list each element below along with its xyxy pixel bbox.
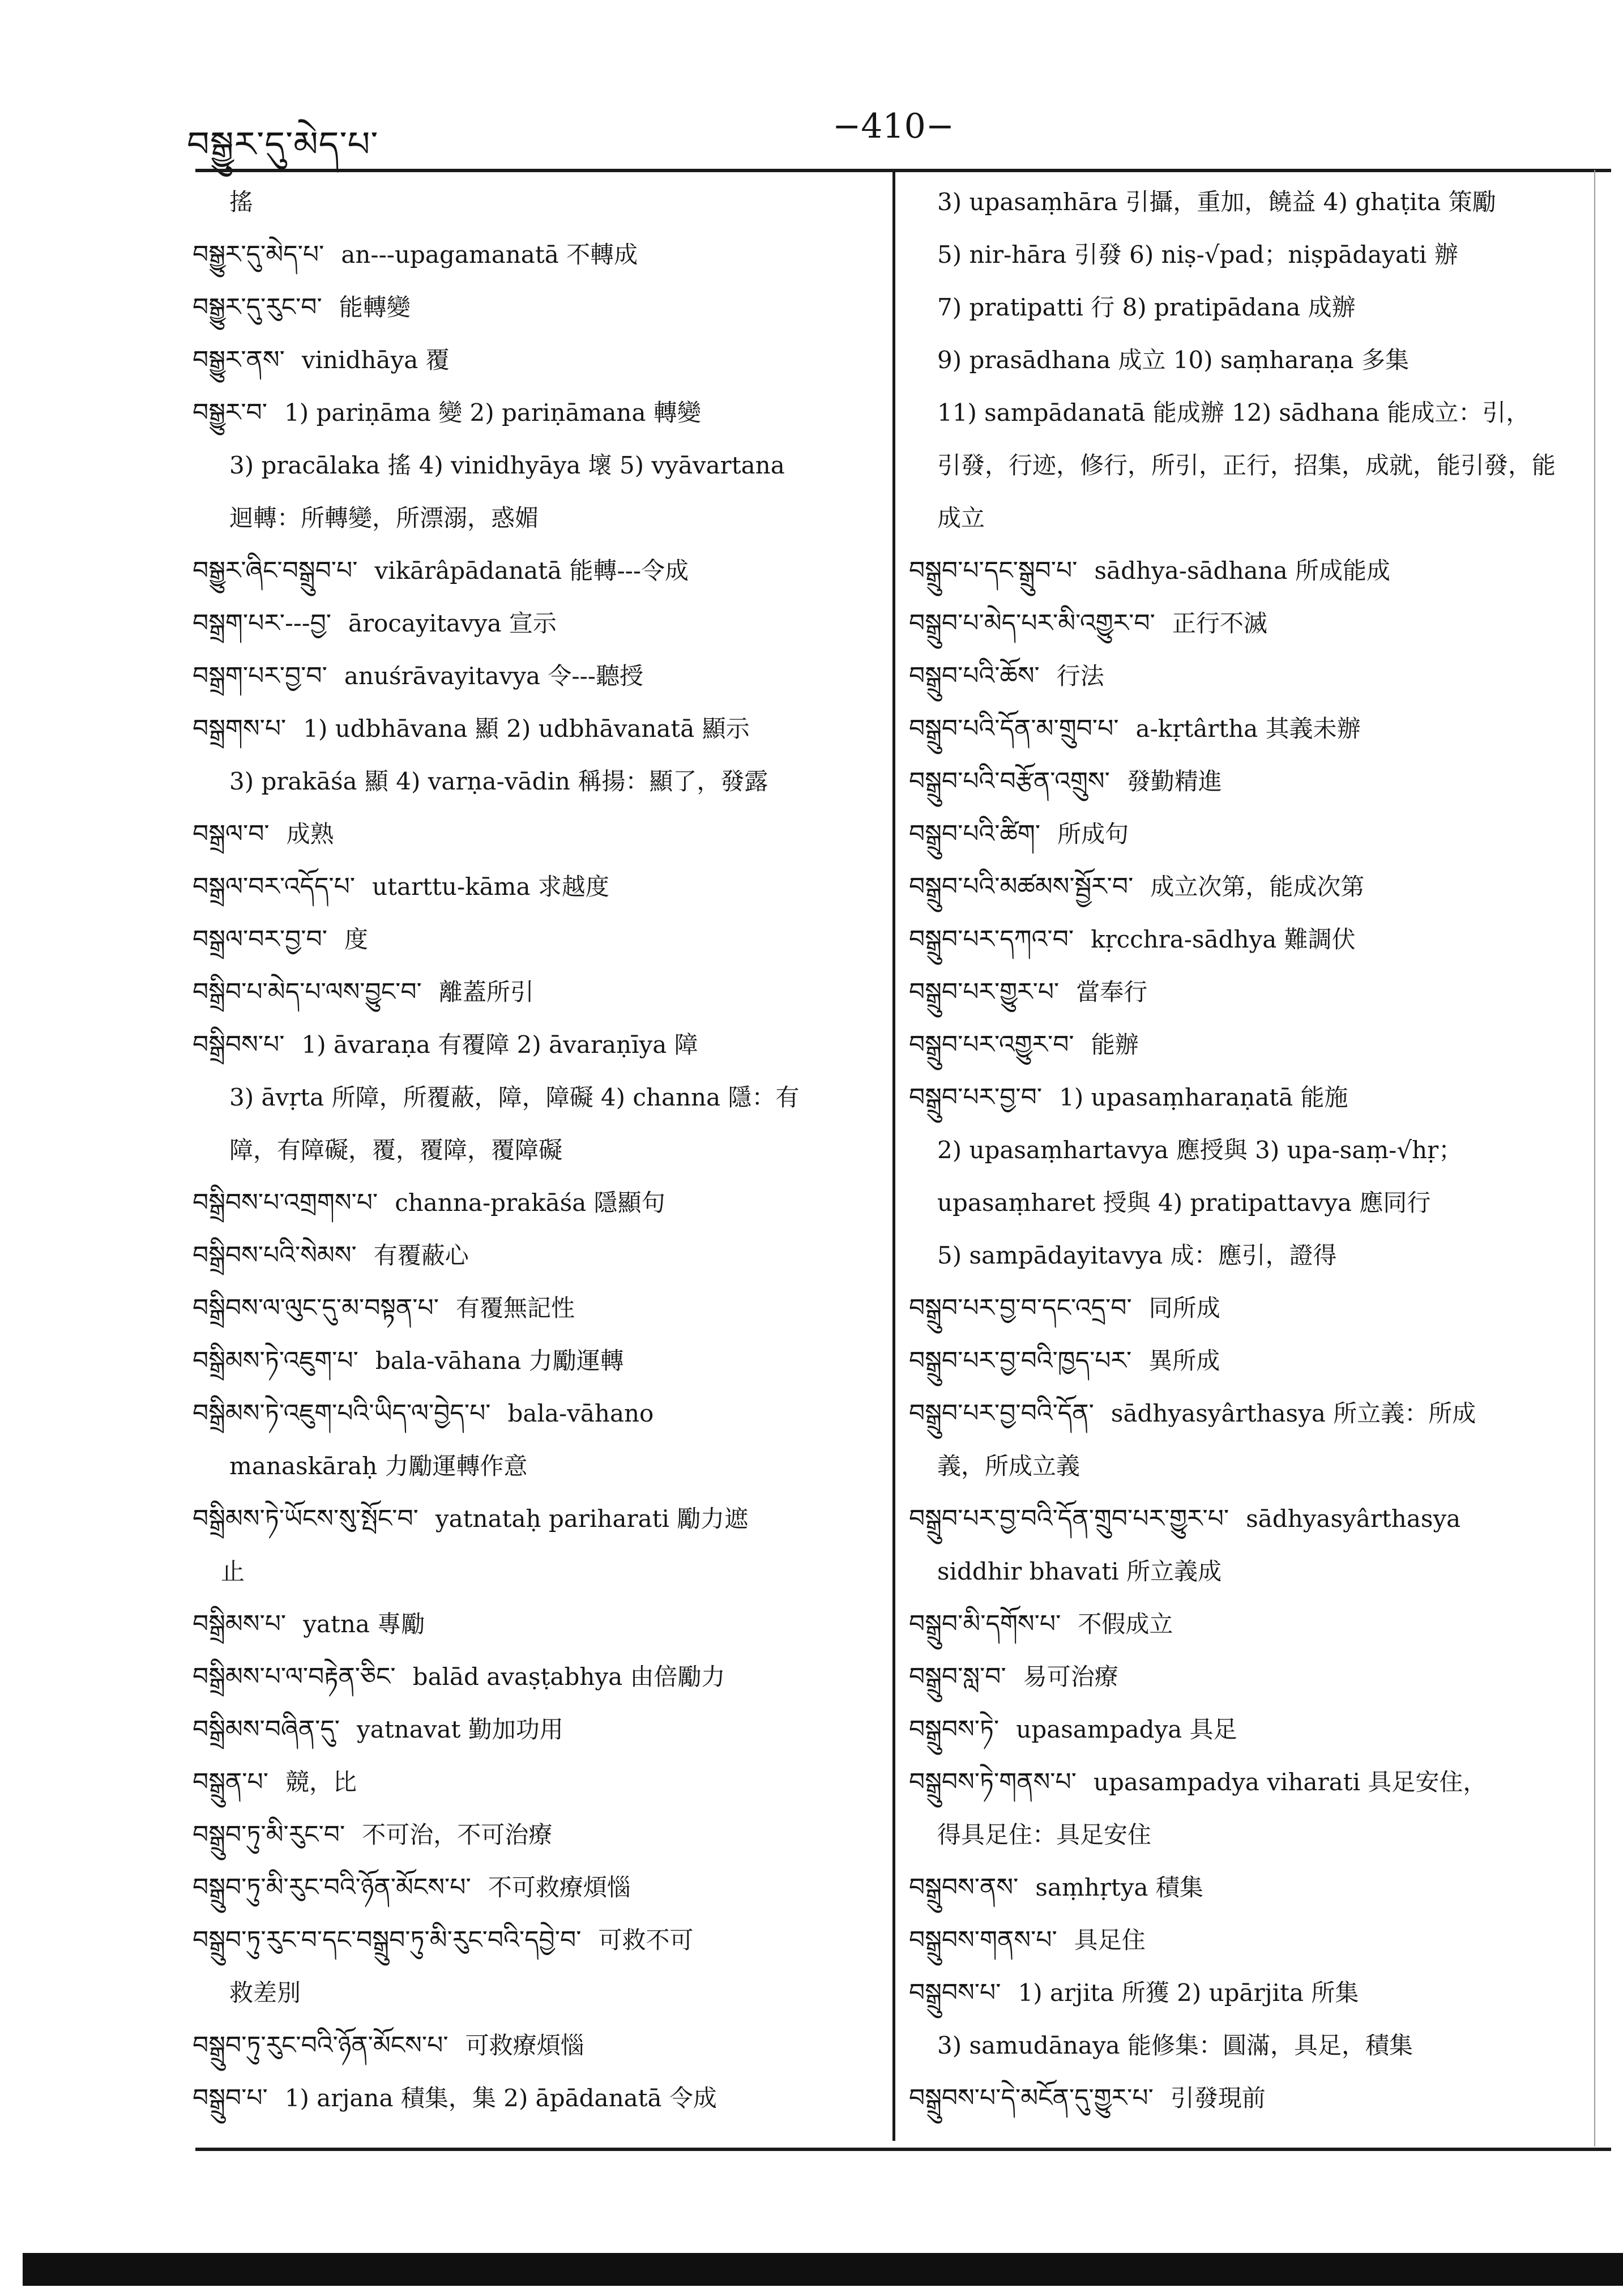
tibetan-headword: བསྒྲུབ་ཏུ་རུང་བའི་ཉོན་མོངས་པ་ — [193, 2031, 449, 2060]
tibetan-headword: བསྒྲལ་བར་འདོད་པ་ — [193, 872, 356, 901]
entry-gloss: 同所成 — [1148, 1294, 1220, 1322]
bottom-rule — [195, 2148, 1611, 2151]
entry-gloss: 競，比 — [285, 1768, 357, 1796]
entry-gloss: an---upagamanatā 不轉成 — [341, 241, 638, 268]
entry-gloss: 1) āvaraṇa 有覆障 2) āvaraṇīya 障 — [301, 1031, 698, 1059]
tibetan-headword: བསྒྲུབས་ཏེ་ — [909, 1715, 1000, 1744]
entry-gloss: 不可治，不可治療 — [362, 1821, 553, 1849]
tibetan-headword: བསྒྲུབ་པའི་བརྩོན་འགྲུས་ — [909, 767, 1110, 796]
tibetan-headword: བསྒྲུབ་པར་འགྱུར་བ་ — [909, 1030, 1074, 1059]
dictionary-entry — [193, 1387, 881, 1440]
dictionary-entry — [909, 1703, 1600, 1756]
tibetan-headword: བསྒྲུབ་པར་བྱ་བ་ — [909, 1083, 1043, 1112]
entry-continuation — [909, 1176, 1600, 1229]
tibetan-headword: བསྒྲིབ་པ་མེད་པ་ལས་བྱུང་བ་ — [193, 978, 422, 1006]
entry-gloss: 1) udbhāvana 顯 2) udbhāvanatā 顯示 — [303, 715, 750, 742]
tibetan-headword: བསྒྲུབ་པའི་མཚམས་སྦྱོར་བ་ — [909, 872, 1134, 901]
dictionary-entry — [909, 650, 1600, 702]
dictionary-entry — [909, 1071, 1600, 1124]
tibetan-headword: བསྒྲུབ་ཏུ་རུང་བ་དང་བསྒྲུབ་ཏུ་མི་རུང་བའི་དབྱེ་བ་ — [193, 1926, 582, 1954]
entry-gloss: 有覆無記性 — [455, 1294, 575, 1322]
entry-gloss: 1) pariṇāma 變 2) pariṇāmana 轉變 — [284, 399, 701, 426]
entry-gloss: 離蓋所引 — [438, 978, 534, 1006]
entry-gloss: manaskāraḥ 力勵運轉作意 — [229, 1452, 528, 1480]
entry-gloss: 行法 — [1056, 662, 1104, 690]
entry-gloss: 11) sampādanatā 能成辦 12) sādhana 能成立：引， — [937, 399, 1530, 426]
dictionary-entry — [193, 1650, 881, 1703]
entry-gloss: sādhyasyârthasya — [1246, 1505, 1461, 1533]
tibetan-headword: བསྒྲུབ་པའི་དོན་མ་གྲུབ་པ་ — [909, 714, 1119, 743]
entry-gloss: vinidhāya 覆 — [301, 346, 450, 374]
dictionary-entry — [193, 2072, 881, 2124]
entry-gloss: kṛcchra-sādhya 難調伏 — [1091, 925, 1356, 953]
tibetan-headword: བསྒྲིམས་པ་ — [193, 1610, 287, 1638]
entry-gloss: yatna 專勵 — [303, 1610, 425, 1638]
top-rule — [195, 169, 1611, 172]
left-column — [193, 176, 881, 2124]
entry-gloss: 不可救療煩惱 — [488, 1873, 631, 1901]
entry-continuation — [909, 176, 1600, 228]
tibetan-headword: བསྒྲིམས་ཏེ་ཡོངས་སུ་སྤོང་བ་ — [193, 1504, 418, 1533]
dictionary-entry — [193, 1861, 881, 1914]
entry-continuation — [193, 1545, 881, 1598]
entry-continuation — [193, 176, 881, 228]
dictionary-entry — [193, 1018, 881, 1071]
entry-gloss: upasampadya 具足 — [1016, 1715, 1237, 1743]
dictionary-entry — [193, 386, 881, 439]
entry-gloss: siddhir bhavati 所立義成 — [937, 1557, 1222, 1585]
right-column — [909, 176, 1600, 2124]
tibetan-headword: བསྒྱུར་དུ་རུང་བ་ — [193, 293, 322, 322]
entry-gloss: upasaṃharet 授與 4) pratipattavya 應同行 — [937, 1189, 1431, 1217]
dictionary-entry — [193, 1492, 881, 1545]
tibetan-headword: བསྒྲུབ་པར་བྱ་བ་དང་འདྲ་བ་ — [909, 1294, 1132, 1322]
dictionary-entry — [193, 1229, 881, 1282]
entry-gloss: vikārâpādanatā 能轉---令成 — [374, 557, 689, 584]
entry-gloss: 1) arjita 所獲 2) upārjita 所集 — [1018, 1979, 1359, 2007]
entry-continuation — [193, 439, 881, 492]
entry-gloss: 有覆蔽心 — [373, 1241, 469, 1269]
tibetan-headword: བསྒྲལ་བར་བྱ་བ་ — [193, 925, 327, 954]
entry-gloss: channa-prakāśa 隱顯句 — [395, 1189, 665, 1217]
tibetan-headword: བསྒྲིམས་ཏེ་འཇུག་པའི་ཡིད་ལ་བྱེད་པ་ — [193, 1399, 491, 1428]
dictionary-entry — [909, 913, 1600, 966]
entry-gloss: 引發現前 — [1170, 2084, 1266, 2112]
entry-gloss: 度 — [344, 925, 368, 953]
dictionary-entry — [193, 2019, 881, 2072]
tibetan-headword: བསྒྲུབ་པར་དཀའ་བ་ — [909, 925, 1074, 954]
entry-gloss: 2) upasaṃhartavya 應授與 3) upa-saṃ-√hṛ； — [937, 1136, 1463, 1164]
entry-gloss: ārocayitavya 宣示 — [348, 609, 557, 637]
tibetan-headword: བསྒྲུབས་པ་དེ་མངོན་དུ་གྱུར་པ་ — [909, 2084, 1154, 2113]
dictionary-entry — [909, 1018, 1600, 1071]
tibetan-headword: བསྒྲགས་པ་ — [193, 714, 287, 743]
dictionary-entry — [909, 860, 1600, 913]
running-head: བསྒྱུར་དུ་མེད་པ་ — [187, 123, 379, 165]
dictionary-entry — [909, 544, 1600, 597]
entry-gloss: utarttu-kāma 求越度 — [372, 873, 609, 901]
dictionary-entry — [193, 966, 881, 1018]
tibetan-headword: བསྒྲུབས་ནས་ — [909, 1873, 1019, 1902]
entry-gloss: 義，所成立義 — [937, 1452, 1080, 1480]
entry-gloss: 能轉變 — [339, 293, 411, 321]
dictionary-entry — [909, 1334, 1600, 1387]
entry-gloss: yatnataḥ pariharati 勵力遮 — [435, 1505, 749, 1533]
dictionary-entry — [193, 1756, 881, 1808]
dictionary-entry — [909, 1756, 1600, 1808]
entry-continuation — [909, 1808, 1600, 1861]
tibetan-headword: བསྒྲིམས་བཞིན་དུ་ — [193, 1715, 340, 1744]
tibetan-headword: བསྒྱུར་ནས་ — [193, 345, 285, 374]
scan-edge-bar — [23, 2253, 1623, 2286]
entry-gloss: sādhyasyârthasya 所立義：所成 — [1111, 1399, 1476, 1427]
entry-gloss: 障，有障礙，覆，覆障，覆障礙 — [229, 1136, 563, 1164]
entry-gloss: 搖 — [229, 188, 254, 216]
tibetan-headword: བསྒྲུབ་སླ་བ་ — [909, 1662, 1006, 1691]
dictionary-entry — [193, 228, 881, 281]
tibetan-headword: བསྒྲུབས་པ་ — [909, 1978, 1001, 2007]
tibetan-headword: བསྒྲག་པར་---བྱ་ — [193, 609, 332, 638]
tibetan-headword: བསྒྲུབ་པ་དང་སྒྲུབ་པ་ — [909, 556, 1078, 585]
dictionary-entry — [193, 702, 881, 755]
dictionary-entry — [909, 1966, 1600, 2019]
entry-continuation — [193, 1440, 881, 1492]
entry-gloss: 3) prakāśa 顯 4) varṇa-vādin 稱揚：顯了，發露 — [229, 767, 768, 795]
entry-continuation — [193, 1124, 881, 1176]
tibetan-headword: བསྒྲུབ་པ་ — [193, 2084, 268, 2113]
entry-gloss: bala-vāhana 力勵運轉 — [375, 1347, 624, 1375]
tibetan-headword: བསྒྲུབས་ཏེ་གནས་པ་ — [909, 1768, 1077, 1796]
tibetan-headword: བསྒྲུན་པ་ — [193, 1768, 268, 1796]
entry-continuation — [909, 439, 1600, 492]
dictionary-entry — [909, 2072, 1600, 2124]
tibetan-headword: བསྒྲིབས་ལ་ལུང་དུ་མ་བསྟན་པ་ — [193, 1294, 439, 1322]
dictionary-entry — [909, 702, 1600, 755]
entry-gloss: 5) sampādayitavya 成：應引，證得 — [937, 1241, 1337, 1269]
tibetan-headword: བསྒྲིམས་པ་ལ་བརྟེན་ཅིང་ — [193, 1662, 396, 1691]
dictionary-entry — [193, 597, 881, 650]
entry-gloss: 成熟 — [286, 820, 334, 848]
dictionary-entry — [193, 913, 881, 966]
entry-gloss: 得具足住：具足安住 — [937, 1821, 1152, 1849]
entry-gloss: 不假成立 — [1078, 1610, 1173, 1638]
entry-gloss: 當奉行 — [1076, 978, 1148, 1006]
dictionary-entry — [909, 966, 1600, 1018]
dictionary-entry — [193, 1914, 881, 1966]
entry-gloss: upasampadya viharati 具足安住， — [1094, 1768, 1487, 1796]
page-number: −410− — [832, 106, 955, 146]
tibetan-headword: བསྒྲུབ་པ་མེད་པར་མི་འགྱུར་བ་ — [909, 609, 1155, 638]
entry-gloss: 具足住 — [1074, 1926, 1146, 1954]
entry-gloss: 異所成 — [1148, 1347, 1220, 1375]
entry-continuation — [909, 1229, 1600, 1282]
entry-gloss: anuśrāvayitavya 令---聽授 — [344, 662, 643, 690]
entry-gloss: a-kṛtârtha 其義未辦 — [1135, 715, 1361, 742]
dictionary-entry — [193, 544, 881, 597]
dictionary-entry — [193, 860, 881, 913]
dictionary-entry — [909, 1650, 1600, 1703]
dictionary-entry — [909, 1387, 1600, 1440]
dictionary-entry — [193, 1598, 881, 1650]
entry-gloss: 7) pratipatti 行 8) pratipādana 成辦 — [937, 293, 1356, 321]
tibetan-headword: བསྒྲིམས་ཏེ་འཇུག་པ་ — [193, 1346, 358, 1375]
tibetan-headword: བསྒྲིབས་པའི་སེམས་ — [193, 1241, 357, 1270]
dictionary-entry — [193, 334, 881, 386]
entry-gloss: 可救療煩惱 — [465, 2032, 584, 2059]
dictionary-entry — [193, 650, 881, 702]
dictionary-entry — [909, 1914, 1600, 1966]
entry-gloss: sādhya-sādhana 所成能成 — [1094, 557, 1390, 584]
entry-continuation — [909, 228, 1600, 281]
dictionary-entry — [193, 808, 881, 860]
entry-gloss: saṃhṛtya 積集 — [1035, 1873, 1203, 1901]
dictionary-entry — [909, 597, 1600, 650]
entry-gloss: 9) prasādhana 成立 10) saṃharaṇa 多集 — [937, 346, 1410, 374]
entry-gloss: 救差別 — [229, 1979, 301, 2007]
entry-gloss: 易可治療 — [1023, 1663, 1118, 1691]
entry-gloss: bala-vāhano — [507, 1399, 654, 1427]
tibetan-headword: བསྒྲུབ་ཏུ་མི་རུང་བ་ — [193, 1820, 345, 1849]
entry-gloss: 1) upasaṃharaṇatā 能施 — [1059, 1083, 1348, 1111]
tibetan-headword: བསྒྲུབ་པར་བྱ་བའི་ཁྱད་པར་ — [909, 1346, 1132, 1375]
entry-gloss: 5) nir-hāra 引發 6) niṣ-√pad；niṣpādayati 辦 — [937, 241, 1458, 268]
dictionary-entry — [193, 1808, 881, 1861]
tibetan-headword: བསྒྲུབ་མི་དགོས་པ་ — [909, 1610, 1061, 1638]
tibetan-headword: བསྒྲུབ་པར་གྱུར་པ་ — [909, 978, 1060, 1006]
entry-gloss: balād avaṣṭabhya 由倍勵力 — [412, 1663, 725, 1691]
tibetan-headword: བསྒྲུབ་པའི་ཚིག་ — [909, 820, 1041, 848]
dictionary-entry — [193, 1334, 881, 1387]
entry-gloss: 成立次第，能成次第 — [1150, 873, 1365, 901]
dictionary-entry — [909, 755, 1600, 808]
tibetan-headword: བསྒྲུབ་པའི་ཆོས་ — [909, 662, 1040, 690]
entry-gloss: 1) arjana 積集，集 2) āpādanatā 令成 — [284, 2084, 717, 2112]
entry-gloss: 迴轉：所轉變，所漂溺，惑媚 — [229, 504, 539, 532]
tibetan-headword: བསྒྲལ་བ་ — [193, 820, 270, 848]
entry-gloss: 引發，行迹，修行，所引，正行，招集，成就，能引發，能 — [937, 451, 1556, 479]
tibetan-headword: བསྒྲག་པར་བྱ་བ་ — [193, 662, 327, 690]
tibetan-headword: བསྒྱུར་བ་ — [193, 398, 267, 427]
entry-continuation — [909, 2019, 1600, 2072]
dictionary-entry — [909, 1492, 1600, 1545]
entry-continuation — [193, 1071, 881, 1124]
entry-gloss: 可救不可 — [598, 1926, 694, 1954]
entry-continuation — [909, 1124, 1600, 1176]
entry-continuation — [909, 334, 1600, 386]
entry-gloss: 成立 — [937, 504, 985, 532]
column-divider — [892, 170, 895, 2141]
entry-gloss: 3) āvṛta 所障，所覆蔽，障，障礙 4) channa 隱：有 — [229, 1083, 800, 1111]
dictionary-entry — [909, 1861, 1600, 1914]
tibetan-headword: བསྒྱུར་ཞིང་བསྒྲུབ་པ་ — [193, 556, 358, 585]
entry-continuation — [193, 755, 881, 808]
dictionary-entry — [909, 1282, 1600, 1334]
entry-continuation — [909, 281, 1600, 334]
dictionary-entry — [909, 1598, 1600, 1650]
entry-gloss: 3) pracālaka 搖 4) vinidhyāya 壞 5) vyāvartana — [229, 451, 785, 479]
entry-gloss: 發勤精進 — [1126, 767, 1222, 795]
tibetan-headword: བསྒྲུབ་ཏུ་མི་རུང་བའི་ཉོན་མོངས་པ་ — [193, 1873, 471, 1902]
entry-continuation — [193, 1966, 881, 2019]
dictionary-entry — [193, 1703, 881, 1756]
tibetan-headword: བསྒྱུར་དུ་མེད་པ་ — [193, 240, 324, 269]
entry-gloss: 止 — [221, 1557, 245, 1585]
entry-continuation — [193, 492, 881, 544]
entry-gloss: yatnavat 勤加功用 — [357, 1715, 563, 1743]
dictionary-entry — [193, 1282, 881, 1334]
entry-continuation — [909, 386, 1600, 439]
tibetan-headword: བསྒྲིབས་པ་ — [193, 1030, 285, 1059]
tibetan-headword: བསྒྲུབ་པར་བྱ་བའི་དོན་གྲུབ་པར་གྱུར་པ་ — [909, 1504, 1229, 1533]
dictionary-entry — [909, 808, 1600, 860]
entry-gloss: 能辦 — [1091, 1031, 1139, 1059]
dictionary-entry — [193, 281, 881, 334]
entry-continuation — [909, 492, 1600, 544]
entry-gloss: 正行不滅 — [1172, 609, 1267, 637]
entry-gloss: 3) upasaṃhāra 引攝，重加，饒益 4) ghaṭita 策勵 — [937, 188, 1496, 216]
tibetan-headword: བསྒྲུབ་པར་བྱ་བའི་དོན་ — [909, 1399, 1094, 1428]
entry-gloss: 所成句 — [1057, 820, 1129, 848]
tibetan-headword: བསྒྲིབས་པ་འགྲགས་པ་ — [193, 1188, 378, 1217]
entry-gloss: 3) samudānaya 能修集：圓滿，具足，積集 — [937, 2032, 1413, 2059]
dictionary-entry — [193, 1176, 881, 1229]
entry-continuation — [909, 1440, 1600, 1492]
tibetan-headword: བསྒྲུབས་གནས་པ་ — [909, 1926, 1057, 1954]
entry-continuation — [909, 1545, 1600, 1598]
